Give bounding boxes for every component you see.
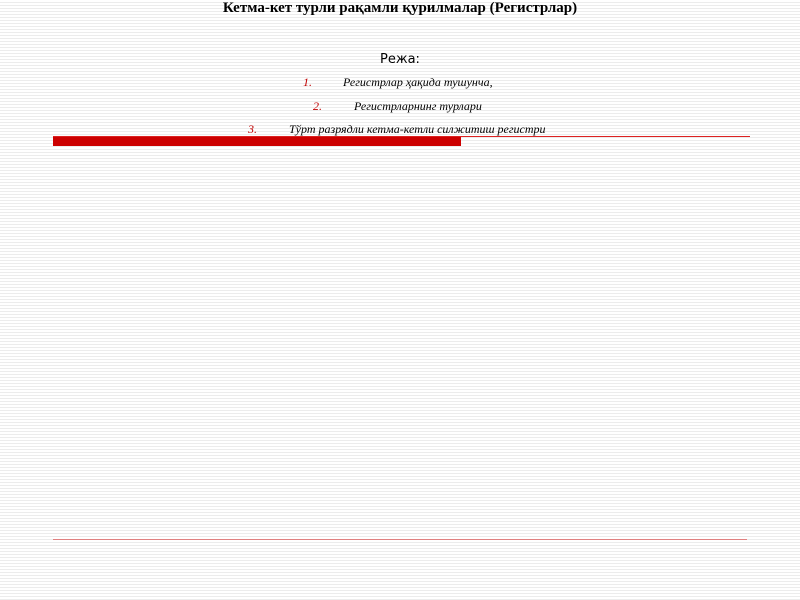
slide-title: Кетма-кет турли рақамли қурилмалар (Регистрлар) (222, 0, 578, 16)
plan-heading: Режа: (380, 52, 420, 67)
list-item-number: 3. (248, 122, 257, 136)
list-item-number: 1. (303, 75, 312, 89)
list-item-text: Тўрт разрядли кетма-кетли силжитиш регистри (289, 122, 546, 136)
bottom-divider-line (53, 539, 747, 540)
list-item-text: Регистрларнинг турлари (354, 99, 482, 113)
accent-bar (53, 137, 461, 146)
list-item-text: Регистрлар ҳақида тушунча, (343, 75, 493, 89)
list-item-number: 2. (313, 99, 322, 113)
